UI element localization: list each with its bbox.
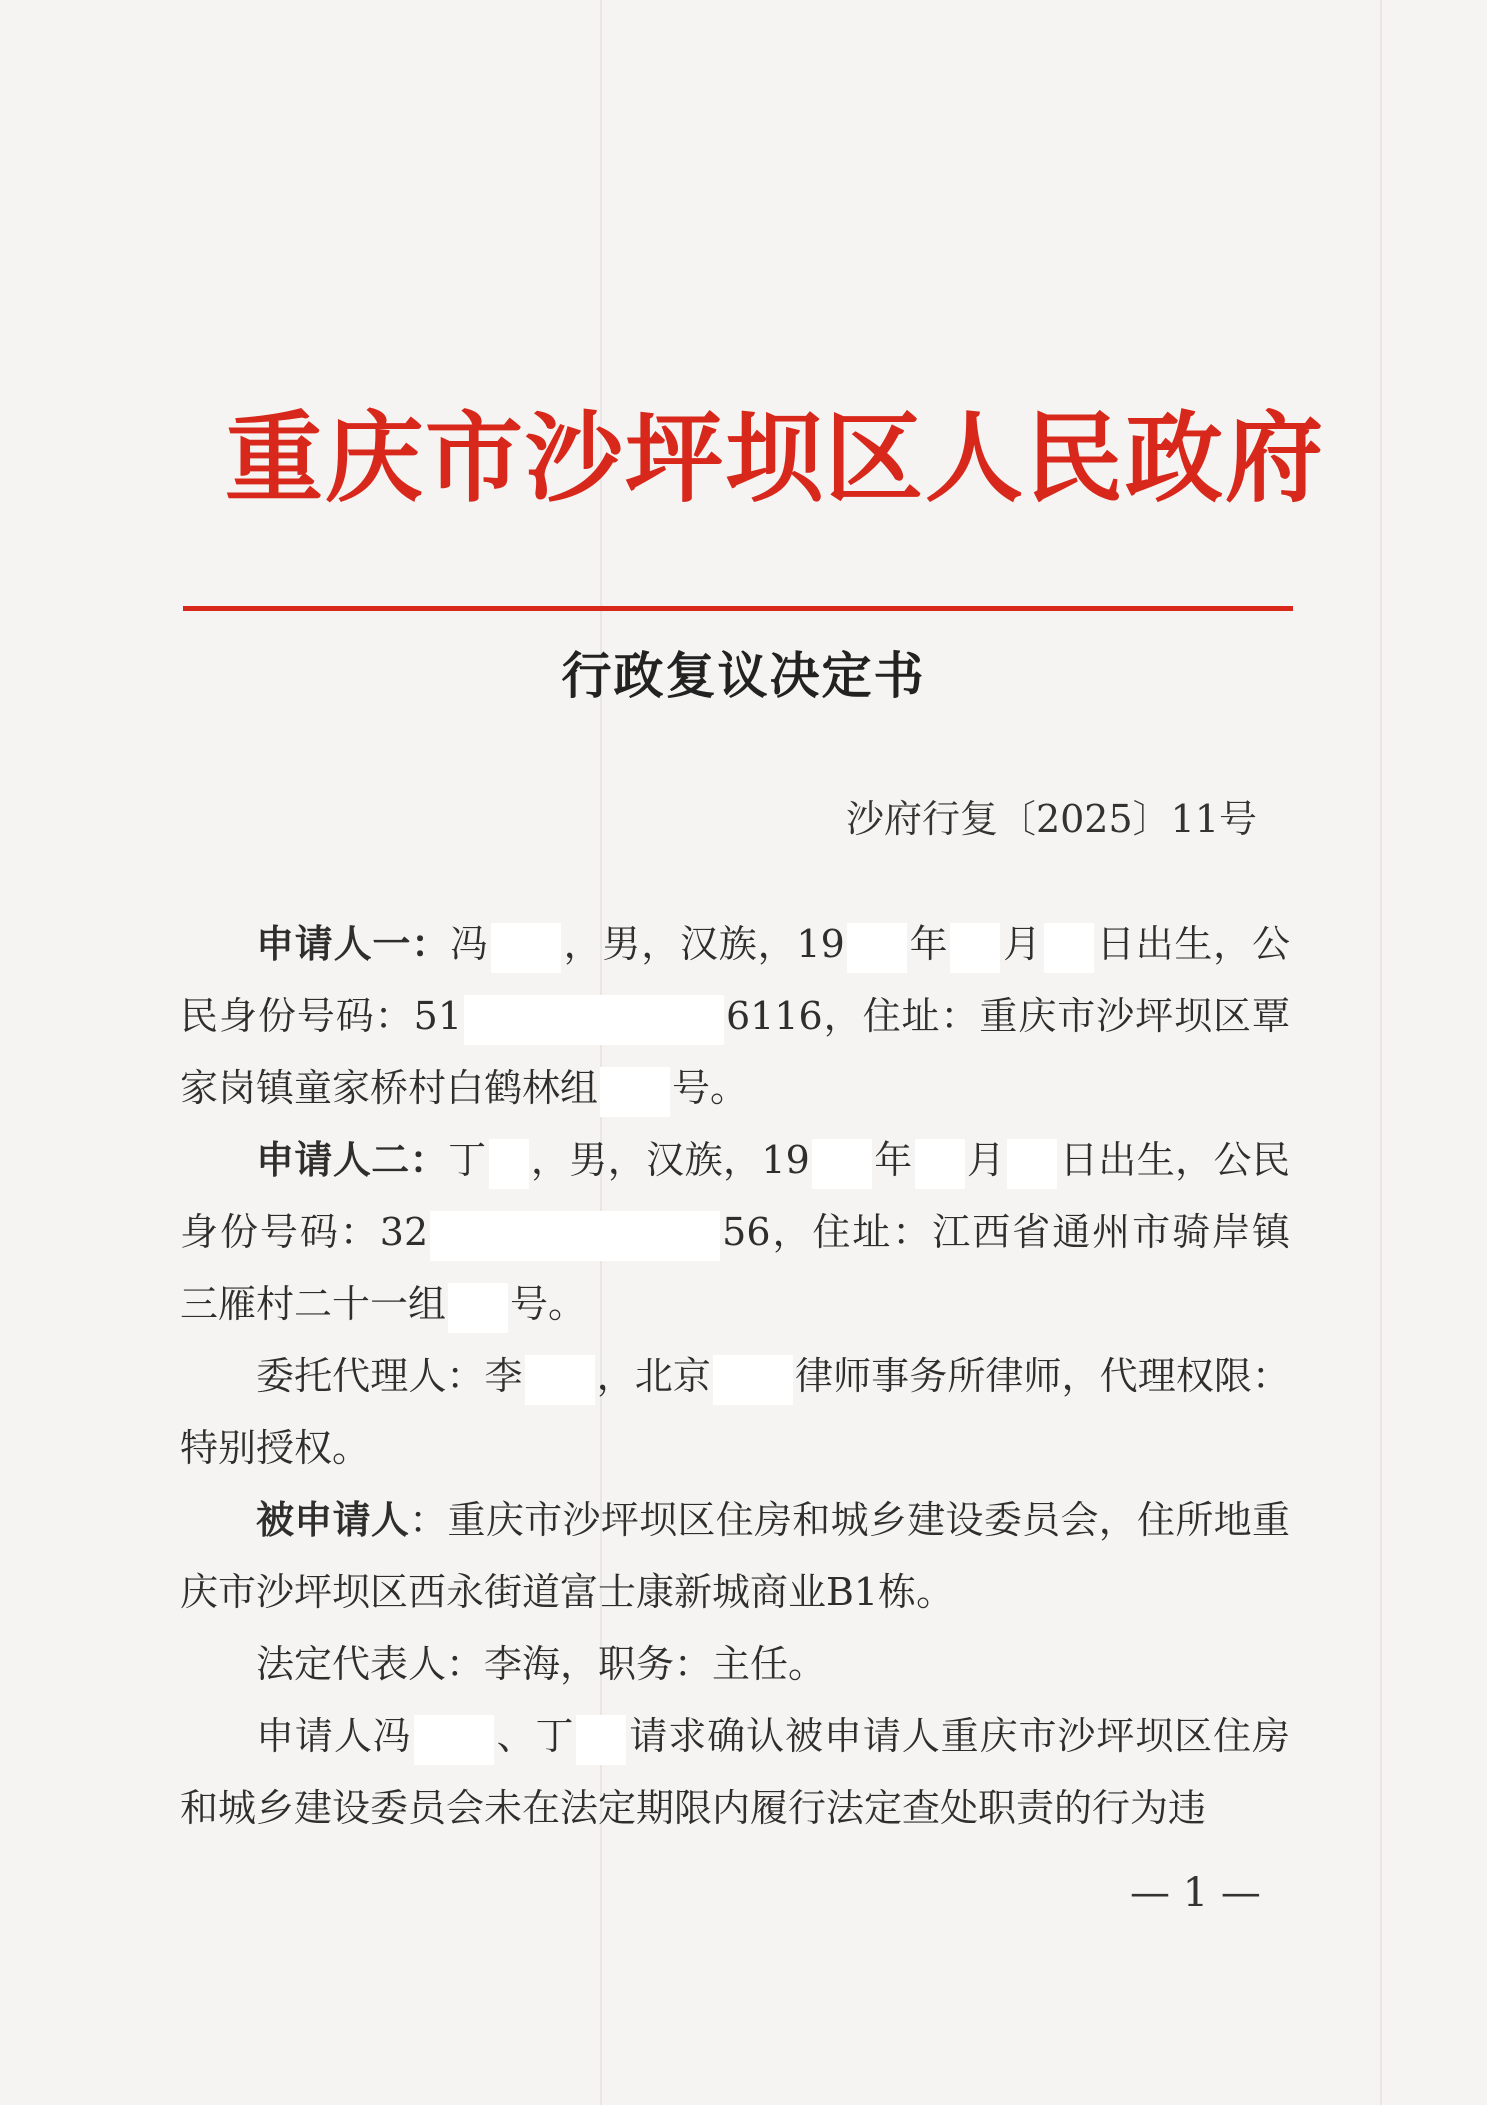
text: 号。 <box>510 1282 587 1326</box>
redaction-box <box>464 995 724 1045</box>
text: 号。 <box>672 1066 749 1110</box>
text: 律师事务所律师，代理权限：特别授权。 <box>180 1354 1290 1470</box>
text: ，北京 <box>596 1354 711 1398</box>
text: 请求确认被申请人重庆市沙坪坝区住房和城乡建设委员会未在法定期限内履行法定查处职责的行为违 <box>180 1714 1290 1830</box>
redaction-box <box>414 1715 494 1765</box>
redaction-box <box>600 1067 670 1117</box>
text: 委托代理人：李 <box>256 1354 523 1398</box>
redaction-box <box>713 1355 793 1405</box>
redaction-box <box>847 923 907 973</box>
text: ，男，汉族，19 <box>530 1138 810 1182</box>
legal-rep-paragraph <box>180 1628 1290 1700</box>
text: 年 <box>908 922 949 966</box>
applicant-two-paragraph <box>180 1124 1290 1340</box>
text: 日出生，公民身份号码：51 <box>180 922 1290 1038</box>
request-paragraph <box>180 1700 1290 1844</box>
text: 法定代表人：李海，职务：主任。 <box>256 1642 827 1686</box>
red-divider <box>183 606 1293 611</box>
text: 月 <box>966 1138 1006 1182</box>
agent-paragraph <box>180 1340 1290 1484</box>
text: 丁 <box>448 1138 487 1182</box>
applicant-one-paragraph <box>180 908 1290 1124</box>
text: 、丁 <box>495 1714 575 1758</box>
text: 56，住址：江西省通州市骑岸镇三雁村二十一组 <box>180 1210 1290 1326</box>
scan-fold-line <box>1380 0 1382 2105</box>
text: ：重庆市沙坪坝区住房和城乡建设委员会，住所地重庆市沙坪坝区西永街道富士康新城商业B1栋。 <box>180 1498 1290 1614</box>
redaction-box <box>950 923 1000 973</box>
agency-header: 重庆市沙坪坝区人民政府 <box>225 401 1326 516</box>
document-title: 行政复议决定书 <box>561 646 926 705</box>
page-number: — 1 — <box>1130 1870 1261 1916</box>
redaction-box <box>1007 1139 1057 1189</box>
text: 月 <box>1002 922 1042 966</box>
respondent-label: 被申请人 <box>256 1497 410 1542</box>
text: 6116，住址：重庆市沙坪坝区覃家岗镇童家桥村白鹤林组 <box>180 994 1290 1110</box>
redaction-box <box>1044 923 1094 973</box>
redaction-box <box>576 1715 626 1765</box>
respondent-paragraph <box>180 1484 1290 1628</box>
document-number: 沙府行复〔2025〕11号 <box>845 797 1257 841</box>
applicant-two-label: 申请人二： <box>256 1137 449 1182</box>
text: ，男，汉族，19 <box>562 922 845 966</box>
redaction-box <box>430 1211 720 1261</box>
redaction-box <box>812 1139 872 1189</box>
redaction-box <box>491 923 561 973</box>
redaction-box <box>489 1139 529 1189</box>
text: 冯 <box>450 922 489 966</box>
text: 年 <box>873 1138 913 1182</box>
text: 日出生，公民身份号码：32 <box>180 1138 1290 1254</box>
redaction-box <box>448 1283 508 1333</box>
redaction-box <box>525 1355 595 1405</box>
text: 申请人冯 <box>256 1714 412 1758</box>
redaction-box <box>915 1139 965 1189</box>
applicant-one-label: 申请人一： <box>256 921 450 966</box>
